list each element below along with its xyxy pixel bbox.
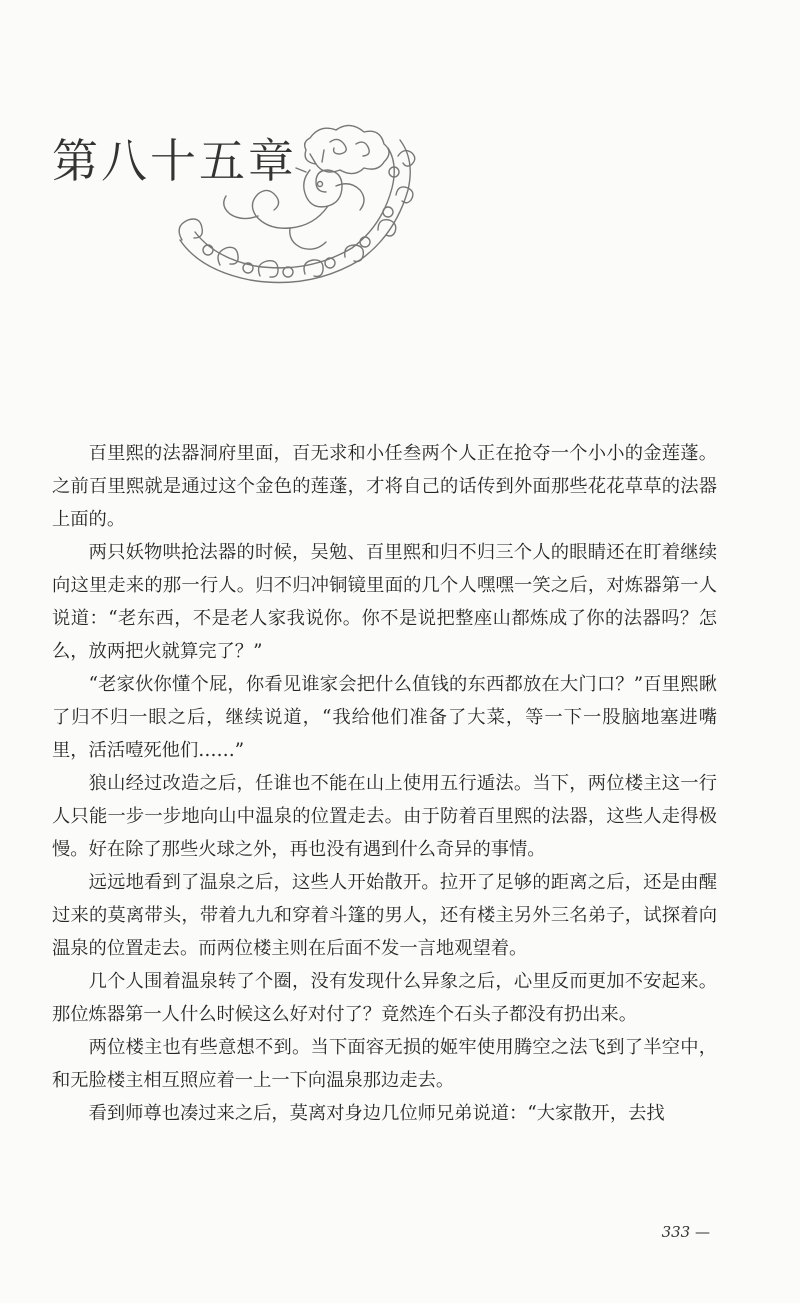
paragraph: 看到师尊也凑过来之后，莫离对身边几位师兄弟说道：“大家散开，去找 [88,1103,665,1124]
body-text [52,437,717,1130]
paragraph: 远远地看到了温泉之后，这些人开始散开。拉开了足够的距离之后，还是由醒过来的莫离带头，带着九九和穿着斗篷的男人，还有楼主另外三名弟子，试探着向温泉的位置走去。而两位楼主则在后面不发一言地观望着。 [52,872,717,959]
chapter-title: 第八十五章 [52,134,297,188]
paragraph: 两只妖物哄抢法器的时候，吴勉、百里熙和归不归三个人的眼睛还在盯着继续向这里走来的那一行人。归不归冲铜镜里面的几个人嘿嘿一笑之后，对炼器第一人说道：“老东西，不是老人家我说你。你不是说把整座山都炼成了你的法器吗？怎么，放两把火就算完了？” [52,542,717,662]
paragraph: 百里熙的法器洞府里面，百无求和小任叁两个人正在抢夺一个小小的金莲蓬。之前百里熙就是通过这个金色的莲蓬，才将自己的话传到外面那些花花草草的法器上面的。 [52,443,717,530]
paragraph: “老家伙你懂个屁，你看见谁家会把什么值钱的东西都放在大门口？”百里熙瞅了归不归一眼之后，继续说道，“我给他们准备了大菜，等一下一股脑地塞进嘴里，活活噎死他们……” [52,674,717,761]
paragraph: 两位楼主也有些意想不到。当下面容无损的姬牢使用腾空之法飞到了半空中，和无脸楼主相互照应着一上一下向温泉那边走去。 [52,1037,717,1091]
paragraph: 狼山经过改造之后，任谁也不能在山上使用五行遁法。当下，两位楼主这一行人只能一步一步地向山中温泉的位置走去。由于防着百里熙的法器，这些人走得极慢。好在除了那些火球之外，再也没有遇到什么奇异的事情。 [52,773,717,860]
cloud-dragon-ornament-icon [160,120,420,295]
page-number: 333 — [661,1223,710,1241]
paragraph: 几个人围着温泉转了个圈，没有发现什么异象之后，心里反而更加不安起来。那位炼器第一人什么时候这么好对付了？竟然连个石头子都没有扔出来。 [52,971,717,1025]
